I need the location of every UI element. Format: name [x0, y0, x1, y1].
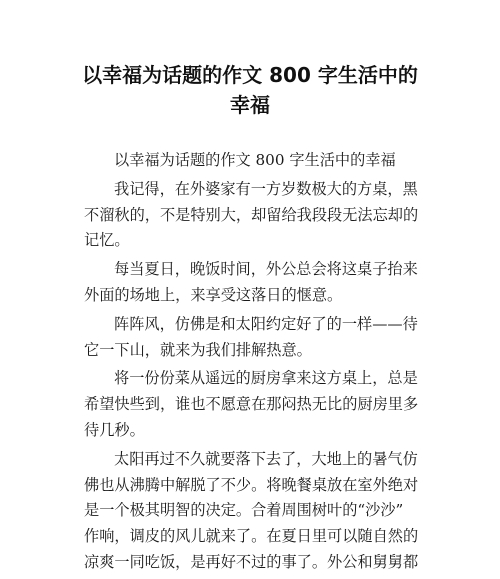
paragraph	[84, 257, 416, 309]
paragraph	[84, 447, 419, 576]
text-line: 记忆。	[84, 231, 130, 250]
title-line: 幸福	[230, 93, 270, 117]
text-line: 不溜秋的，不是特别大，却留给我段段无法忘却的	[84, 205, 419, 224]
text-line: 佛也从沸腾中解脱了不少。将晚餐桌放在室外绝对	[84, 475, 419, 494]
text-line: 阵阵风，仿佛是和太阳约定好了的一样——待	[114, 314, 418, 333]
text-line: 作响，调皮的风儿就来了。在夏日里可以随自然的	[84, 527, 419, 546]
text-line: 它一下山，就来为我们排解热意。	[84, 340, 312, 359]
document-title	[40, 60, 460, 120]
title-line: 以幸福为话题的作文 800 字生活中的	[82, 63, 418, 87]
text-line: 外面的场地上，来享受这落日的惬意。	[84, 285, 343, 304]
text-line: 将一份份菜从遥远的厨房拿来这方桌上，总是	[114, 369, 418, 388]
text-line: 待几秒。	[84, 420, 145, 439]
text-line: 希望快些到，谁也不愿意在那闷热无比的厨房里多	[84, 395, 419, 414]
text-line: 我记得，在外婆家有一方岁数极大的方桌，黑	[114, 179, 418, 198]
text-line: 太阳再过不久就要落下去了，大地上的暑气仿	[114, 449, 418, 468]
text-line: 以幸福为话题的作文 800 字生活中的幸福	[114, 151, 396, 169]
text-line: 凉爽一同吃饭，是再好不过的事了。外公和舅舅都	[84, 552, 419, 571]
paragraph	[84, 312, 416, 364]
text-line: 每当夏日，晚饭时间，外公总会将这桌子抬来	[114, 260, 418, 279]
paragraph	[84, 177, 419, 254]
paragraph	[84, 366, 419, 443]
paragraph	[84, 148, 416, 174]
document-body	[84, 148, 419, 579]
text-line: 是一个极其明智的决定。合着周围树叶的“沙沙”	[84, 501, 404, 520]
